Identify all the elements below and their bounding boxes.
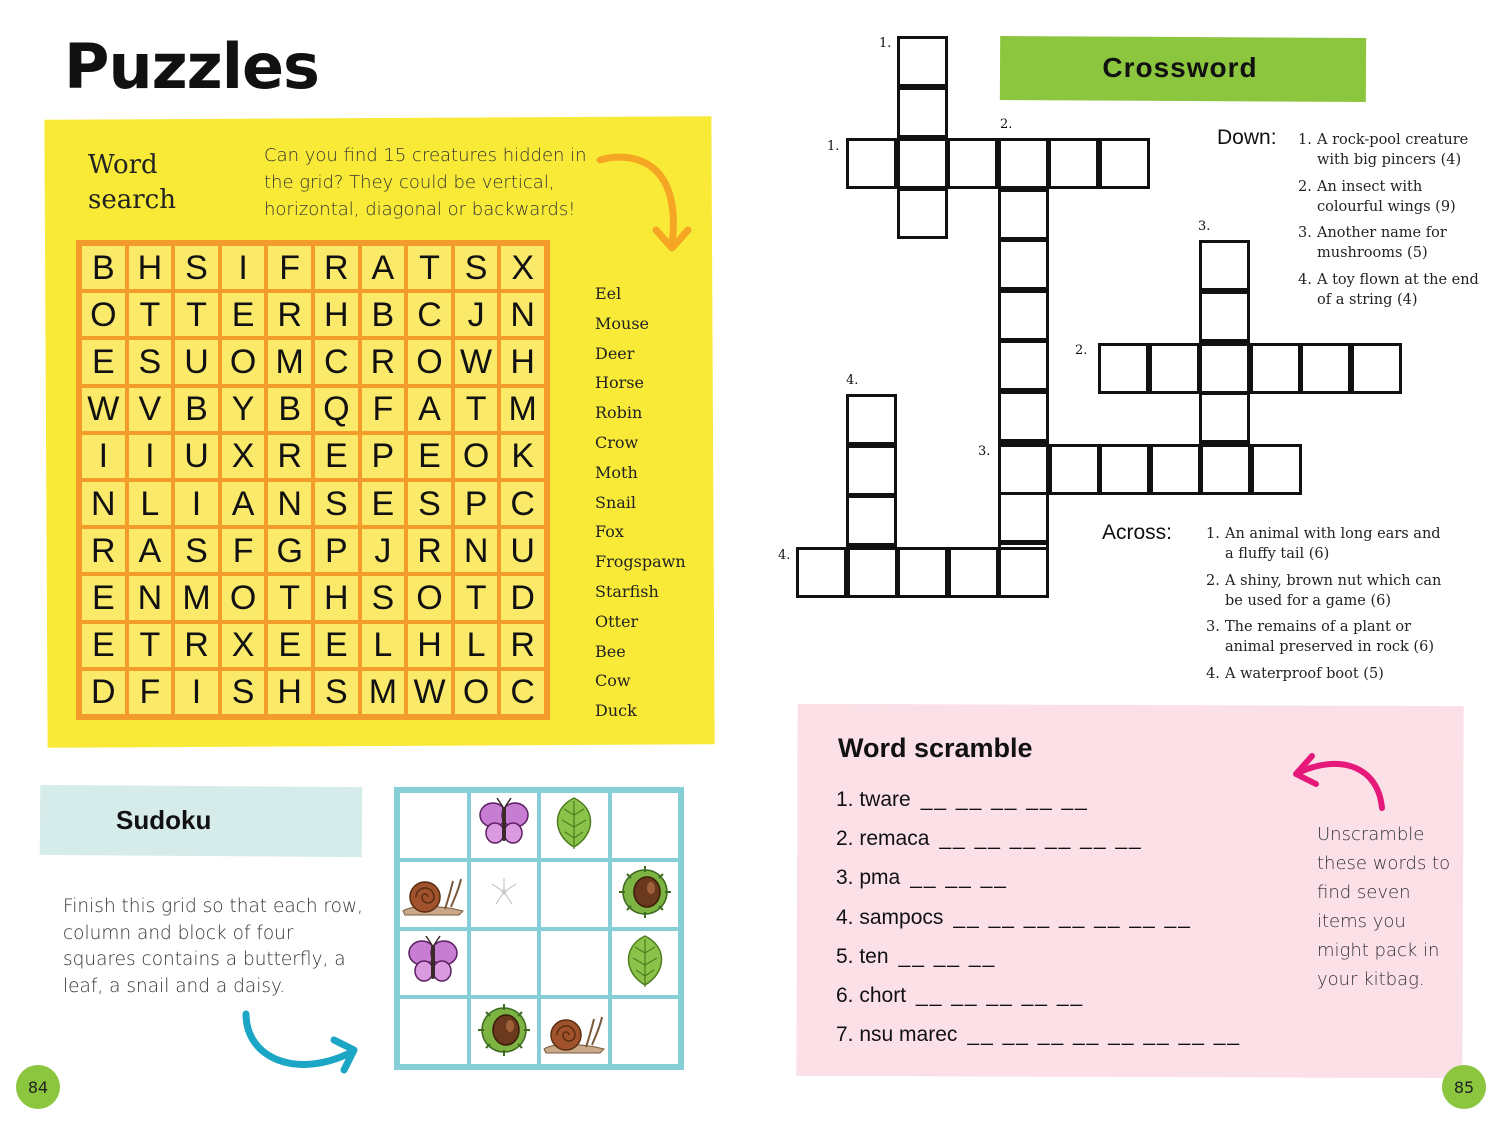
word-search-cell: R bbox=[406, 527, 453, 574]
clue-text: Another name for mushrooms (5) bbox=[1317, 225, 1447, 261]
word-search-cell: R bbox=[313, 244, 360, 291]
word-search-cell: M bbox=[173, 574, 220, 621]
word-search-cell: E bbox=[80, 622, 127, 669]
crossword-cell bbox=[998, 239, 1049, 290]
crossword-cell bbox=[1199, 343, 1250, 394]
crossword-cell bbox=[998, 290, 1049, 341]
down-clue bbox=[1298, 223, 1488, 263]
sudoku-cell bbox=[469, 997, 540, 1066]
word-search-cell: O bbox=[80, 291, 127, 338]
scramble-item bbox=[836, 903, 1241, 942]
clue-text: A waterproof boot (5) bbox=[1225, 665, 1384, 682]
crossword-cell bbox=[846, 495, 897, 546]
word-search-cell: E bbox=[266, 622, 313, 669]
word-search-cell: C bbox=[313, 338, 360, 385]
word-search-cell: S bbox=[406, 480, 453, 527]
down-clues-list bbox=[1298, 130, 1488, 316]
sudoku-cell bbox=[398, 860, 469, 929]
down-clue bbox=[1298, 270, 1488, 310]
scramble-word: 5. ten bbox=[836, 944, 889, 968]
crossword-cell bbox=[847, 547, 898, 598]
word-search-cell: J bbox=[360, 527, 407, 574]
word-search-cell: R bbox=[360, 338, 407, 385]
word-search-instructions: Can you find 15 creatures hidden in the grid? They could be vertical, horizontal, diagonal or backwards! bbox=[264, 145, 587, 220]
word-search-cell: L bbox=[453, 622, 500, 669]
word-search-word: Frogspawn bbox=[595, 552, 686, 572]
clue-text: A rock-pool creature with big pincers (4) bbox=[1317, 132, 1469, 168]
clue-number: 2. bbox=[1298, 178, 1312, 195]
word-search-cell: O bbox=[406, 338, 453, 385]
crossword-cell bbox=[846, 138, 897, 189]
word-search-cell: B bbox=[173, 386, 220, 433]
word-search-cell: X bbox=[220, 433, 267, 480]
snail-icon bbox=[401, 867, 465, 921]
leaf-icon bbox=[620, 933, 670, 993]
crossword-number: 4. bbox=[846, 373, 859, 388]
butterfly-icon bbox=[405, 933, 461, 993]
word-search-cell: L bbox=[360, 622, 407, 669]
crossword-cell bbox=[998, 547, 1049, 598]
across-clues-list bbox=[1206, 524, 1451, 690]
sudoku-cell bbox=[610, 997, 681, 1066]
crossword-cell bbox=[846, 546, 897, 597]
word-search-cell: T bbox=[406, 244, 453, 291]
word-search-cell: S bbox=[173, 527, 220, 574]
word-search-cell: B bbox=[266, 386, 313, 433]
crossword-cell bbox=[846, 445, 897, 496]
word-search-cell: E bbox=[80, 574, 127, 621]
sudoku-cell bbox=[469, 791, 540, 860]
word-search-cell: R bbox=[173, 622, 220, 669]
word-search-cell: H bbox=[127, 244, 174, 291]
crossword-cell bbox=[1149, 343, 1200, 394]
crossword-number: 1. bbox=[827, 139, 840, 154]
scramble-blanks: __ __ __ __ __ __ bbox=[939, 827, 1143, 851]
crossword-number: 4. bbox=[778, 548, 791, 563]
word-search-cell: A bbox=[127, 527, 174, 574]
word-search-word: Bee bbox=[595, 641, 626, 661]
across-clue bbox=[1206, 664, 1451, 684]
across-clue bbox=[1206, 571, 1451, 611]
word-search-cell: O bbox=[453, 669, 500, 716]
scramble-word: 1. tware bbox=[836, 788, 911, 811]
word-scramble-instructions: Unscramble these words to find seven items you might pack in your kitbag. bbox=[1317, 824, 1451, 990]
crossword-cell bbox=[1300, 343, 1351, 394]
word-search-cell: O bbox=[220, 338, 267, 385]
scramble-word: 6. chort bbox=[836, 983, 907, 1007]
crossword-cell bbox=[998, 441, 1049, 492]
crossword-cell bbox=[1200, 444, 1251, 495]
word-search-word: Cow bbox=[595, 671, 631, 691]
word-search-cell: Q bbox=[313, 386, 360, 433]
scramble-blanks: __ __ __ __ __ bbox=[920, 788, 1089, 811]
word-search-cell: F bbox=[127, 669, 174, 716]
word-search-cell: I bbox=[173, 480, 220, 527]
crossword-cell bbox=[897, 87, 948, 138]
butterfly-icon bbox=[476, 795, 532, 855]
crossword-cell bbox=[897, 188, 948, 239]
scramble-item bbox=[836, 942, 1241, 981]
crossword-cell bbox=[998, 492, 1049, 543]
clue-number: 4. bbox=[1298, 271, 1312, 288]
sudoku-cell bbox=[610, 929, 681, 998]
word-search-cell: P bbox=[360, 433, 407, 480]
word-search-cell: V bbox=[127, 386, 174, 433]
word-search-cell: R bbox=[80, 527, 127, 574]
down-clues-heading: Down: bbox=[1217, 126, 1277, 149]
word-search-cell: E bbox=[360, 480, 407, 527]
word-search-cell: T bbox=[127, 622, 174, 669]
word-search-cell: N bbox=[80, 480, 127, 527]
word-search-cell: O bbox=[453, 433, 500, 480]
word-search-cell: E bbox=[406, 433, 453, 480]
word-search-cell: S bbox=[453, 244, 500, 291]
crossword-cell bbox=[1250, 343, 1301, 394]
clue-number: 3. bbox=[1298, 225, 1312, 241]
clue-text: The remains of a plant or animal preserved in rock (6) bbox=[1225, 619, 1434, 655]
crossword-number: 3. bbox=[978, 444, 991, 459]
curved-arrow-icon bbox=[1286, 748, 1396, 812]
word-search-cell: T bbox=[453, 386, 500, 433]
scramble-word: 2. remaca bbox=[836, 827, 930, 851]
clue-text: An animal with long ears and a fluffy tail (6) bbox=[1225, 526, 1441, 562]
crossword-cell bbox=[998, 391, 1049, 442]
word-search-cell: H bbox=[266, 669, 313, 716]
scramble-blanks: __ __ __ bbox=[898, 944, 997, 968]
crossword-number: 2. bbox=[1075, 343, 1088, 358]
sudoku-cell bbox=[610, 860, 681, 929]
word-search-title-line1: Word bbox=[88, 150, 158, 180]
scramble-blanks: __ __ __ __ __ __ __ __ bbox=[967, 1023, 1242, 1047]
sudoku-instructions: Finish this grid so that each row, column and block of four squares contains a butterfly, a leaf, a snail and a daisy. bbox=[63, 896, 363, 997]
crossword-cell bbox=[897, 138, 948, 189]
word-search-cell: S bbox=[173, 244, 220, 291]
word-search-cell: C bbox=[499, 480, 546, 527]
word-search-word: Otter bbox=[595, 611, 639, 631]
word-search-cell: H bbox=[499, 338, 546, 385]
crossword-number: 2. bbox=[1000, 117, 1013, 132]
sudoku-cell bbox=[398, 791, 469, 860]
conker-icon bbox=[474, 1002, 534, 1062]
crossword-cell bbox=[1199, 392, 1250, 443]
word-search-word: Deer bbox=[595, 343, 635, 363]
crossword-cell bbox=[947, 138, 998, 189]
word-search-word: Mouse bbox=[595, 313, 649, 333]
word-search-cell: F bbox=[220, 527, 267, 574]
daisy-icon bbox=[484, 874, 524, 914]
word-search-cell: T bbox=[453, 574, 500, 621]
word-search-word: Snail bbox=[595, 492, 637, 512]
word-search-cell: B bbox=[360, 291, 407, 338]
crossword-cell bbox=[1099, 138, 1150, 189]
word-search-cell: S bbox=[220, 669, 267, 716]
word-search-cell: I bbox=[220, 244, 267, 291]
sudoku-title: Sudoku bbox=[116, 805, 212, 835]
word-search-cell: X bbox=[499, 244, 546, 291]
crossword-cell bbox=[948, 547, 999, 598]
crossword-cell bbox=[1099, 444, 1150, 495]
word-search-cell: P bbox=[313, 527, 360, 574]
word-search-cell: A bbox=[406, 386, 453, 433]
sudoku-cell bbox=[539, 997, 610, 1066]
word-search-cell: N bbox=[499, 291, 546, 338]
word-search-cell: E bbox=[80, 338, 127, 385]
word-search-title-line2: search bbox=[88, 185, 176, 215]
crossword-cell bbox=[897, 137, 948, 188]
scramble-item bbox=[836, 863, 1241, 902]
sudoku-cell bbox=[469, 860, 540, 929]
conker-icon bbox=[615, 864, 675, 924]
word-search-cell: H bbox=[313, 291, 360, 338]
word-search-cell: S bbox=[313, 669, 360, 716]
word-search-word-list bbox=[595, 279, 686, 726]
crossword-cell bbox=[1049, 444, 1100, 495]
sudoku-cell bbox=[610, 791, 681, 860]
sudoku-cell bbox=[539, 929, 610, 998]
down-clue bbox=[1298, 130, 1488, 170]
word-search-cell: S bbox=[360, 574, 407, 621]
word-search-cell: S bbox=[313, 480, 360, 527]
curved-arrow-icon bbox=[596, 150, 696, 260]
crossword-cell bbox=[998, 138, 1049, 189]
word-search-cell: T bbox=[173, 291, 220, 338]
word-search-cell: N bbox=[127, 574, 174, 621]
word-search-cell: O bbox=[406, 574, 453, 621]
clue-number: 2. bbox=[1206, 572, 1220, 589]
sudoku-cell bbox=[539, 791, 610, 860]
scramble-item bbox=[836, 981, 1241, 1020]
word-search-cell: E bbox=[313, 622, 360, 669]
crossword-cell bbox=[998, 189, 1049, 240]
word-search-cell: K bbox=[499, 433, 546, 480]
clue-number: 1. bbox=[1298, 132, 1312, 148]
word-search-cell: T bbox=[266, 574, 313, 621]
crossword-number: 1. bbox=[879, 36, 892, 51]
word-search-grid bbox=[76, 240, 550, 720]
scramble-blanks: __ __ __ __ __ __ __ bbox=[953, 905, 1192, 929]
word-search-cell: A bbox=[220, 480, 267, 527]
word-search-cell: W bbox=[453, 338, 500, 385]
scramble-word: 3. pma bbox=[836, 866, 901, 890]
clue-number: 3. bbox=[1206, 619, 1220, 635]
across-clue bbox=[1206, 617, 1451, 657]
sudoku-grid bbox=[394, 787, 684, 1070]
leaf-icon bbox=[549, 795, 599, 855]
word-search-cell: W bbox=[406, 669, 453, 716]
word-search-cell: I bbox=[80, 433, 127, 480]
word-search-word: Moth bbox=[595, 462, 638, 482]
page-number-right: 85 bbox=[1442, 1065, 1486, 1109]
scramble-item bbox=[836, 824, 1241, 863]
scramble-word: 7. nsu marec bbox=[836, 1023, 958, 1047]
word-search-word: Duck bbox=[595, 701, 637, 721]
word-search-cell: R bbox=[499, 622, 546, 669]
curved-arrow-icon bbox=[236, 1008, 364, 1080]
word-search-cell: F bbox=[266, 244, 313, 291]
word-search-cell: P bbox=[453, 480, 500, 527]
word-search-word: Fox bbox=[595, 522, 624, 542]
crossword-cell bbox=[998, 444, 1049, 495]
word-search-cell: U bbox=[173, 433, 220, 480]
word-search-cell: D bbox=[499, 574, 546, 621]
word-scramble-title: Word scramble bbox=[838, 733, 1033, 763]
word-search-cell: S bbox=[127, 338, 174, 385]
word-search-cell: B bbox=[80, 244, 127, 291]
word-scramble-list bbox=[836, 785, 1241, 1059]
crossword-cell bbox=[1199, 291, 1250, 342]
crossword-title: Crossword bbox=[1102, 52, 1258, 83]
crossword-cell bbox=[1251, 444, 1302, 495]
word-search-cell: U bbox=[173, 338, 220, 385]
word-search-cell: A bbox=[360, 244, 407, 291]
sudoku-cell bbox=[469, 929, 540, 998]
word-search-cell: I bbox=[127, 433, 174, 480]
word-search-word: Horse bbox=[595, 373, 644, 393]
crossword-cell bbox=[796, 547, 847, 598]
scramble-item bbox=[836, 785, 1241, 824]
scramble-blanks: __ __ __ bbox=[910, 866, 1008, 890]
word-search-cell: H bbox=[313, 574, 360, 621]
word-search-word: Robin bbox=[595, 403, 643, 423]
word-search-cell: E bbox=[220, 291, 267, 338]
sudoku-cell bbox=[398, 929, 469, 998]
sudoku-cell bbox=[539, 860, 610, 929]
crossword-cell bbox=[1098, 343, 1149, 394]
word-search-cell: M bbox=[360, 669, 407, 716]
across-clue bbox=[1206, 524, 1451, 564]
clue-text: A toy flown at the end of a string (4) bbox=[1317, 271, 1479, 308]
word-search-cell: U bbox=[499, 527, 546, 574]
crossword-cell bbox=[998, 542, 1049, 593]
crossword-cell bbox=[1048, 138, 1099, 189]
word-search-cell: O bbox=[220, 574, 267, 621]
word-search-cell: R bbox=[266, 433, 313, 480]
word-search-word: Crow bbox=[595, 432, 639, 452]
word-search-cell: G bbox=[266, 527, 313, 574]
word-search-cell: Y bbox=[220, 386, 267, 433]
scramble-item bbox=[836, 1020, 1241, 1059]
word-search-cell: L bbox=[127, 480, 174, 527]
word-search-cell: I bbox=[173, 669, 220, 716]
clue-text: An insect with colourful wings (9) bbox=[1317, 178, 1456, 215]
clue-number: 1. bbox=[1206, 526, 1220, 542]
crossword-cell bbox=[1199, 341, 1250, 392]
crossword-cell bbox=[1351, 343, 1402, 394]
word-search-cell: T bbox=[127, 291, 174, 338]
sudoku-cell bbox=[398, 997, 469, 1066]
word-search-cell: W bbox=[80, 386, 127, 433]
word-search-cell: H bbox=[406, 622, 453, 669]
word-search-title bbox=[88, 148, 176, 218]
across-clues-heading: Across: bbox=[1102, 521, 1173, 544]
crossword-cell bbox=[1199, 442, 1250, 493]
down-clue bbox=[1298, 177, 1488, 217]
word-search-cell: D bbox=[80, 669, 127, 716]
crossword-cell bbox=[1199, 240, 1250, 291]
crossword-cell bbox=[897, 36, 948, 87]
word-search-cell: J bbox=[453, 291, 500, 338]
clue-number: 4. bbox=[1206, 665, 1220, 682]
page-title: Puzzles bbox=[64, 30, 319, 103]
crossword-cell bbox=[846, 394, 897, 445]
crossword-cell bbox=[897, 547, 948, 598]
page-number-left: 84 bbox=[16, 1065, 60, 1109]
crossword-cell bbox=[998, 340, 1049, 391]
word-search-word: Starfish bbox=[595, 581, 659, 601]
word-search-cell: M bbox=[266, 338, 313, 385]
word-search-cell: C bbox=[406, 291, 453, 338]
word-search-cell: X bbox=[220, 622, 267, 669]
word-search-cell: E bbox=[313, 433, 360, 480]
word-search-cell: R bbox=[266, 291, 313, 338]
word-search-cell: C bbox=[499, 669, 546, 716]
scramble-blanks: __ __ __ __ __ bbox=[916, 983, 1085, 1007]
scramble-word: 4. sampocs bbox=[836, 905, 944, 929]
snail-icon bbox=[542, 1005, 606, 1059]
word-search-cell: N bbox=[453, 527, 500, 574]
word-search-cell: M bbox=[499, 386, 546, 433]
word-search-cell: F bbox=[360, 386, 407, 433]
crossword-cell bbox=[1150, 444, 1201, 495]
clue-text: A shiny, brown nut which can be used for a game (6) bbox=[1225, 572, 1442, 609]
crossword-number: 3. bbox=[1198, 219, 1211, 234]
word-search-word: Eel bbox=[595, 284, 622, 303]
word-search-cell: N bbox=[266, 480, 313, 527]
